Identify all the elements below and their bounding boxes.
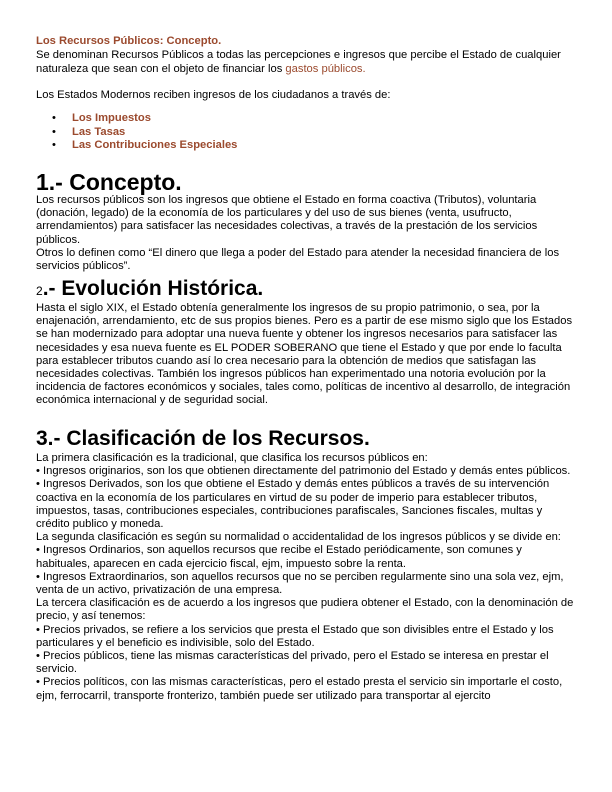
intro-block	[36, 34, 576, 76]
section-1-paragraph: Los recursos públicos son los ingresos que obtiene el Estado en forma coactiva (Tributos), voluntaria (donación, legado) de la economía de los particulares y del uso de sus bienes (venta, usufructo, arrendamientos) para satisfacer las necesidades colectivas, a través de la prestación de los servicios públicos.	[36, 194, 538, 246]
intro-paragraph	[36, 48, 576, 76]
intro-text: Se denominan Recursos Públicos a todas las percepciones e ingresos que percibe el Estado de cualquier naturaleza que sean con el objeto de financiar los	[36, 49, 561, 75]
section-1-heading: 1.- Concepto.	[36, 169, 182, 195]
section-3-line: • Ingresos originarios, son los que obtienen directamente del patrimonio del Estado y demás entes públicos.	[36, 465, 571, 478]
intro-paragraph-2: Los Estados Modernos reciben ingresos de los ciudadanos a través de:	[36, 89, 391, 101]
section-2-paragraph: Hasta el siglo XIX, el Estado obtenía generalmente los ingresos de su propio patrimonio, o sea, por la enajenación, arrendamiento, etc de sus propios bienes. Pero es a partir de ese mismo siglo que los Estados se han modernizado para adoptar una nueva fuente y obtener los ingresos necesarios para satisfacer las necesidades y esa nueva fuente es EL PODER SOBERANO que tiene el Estado y que por ende lo faculta para establecer tributos cuando así lo crea necesario para la obtención de medios que satisfagan las necesidades colectivas. También los ingresos públicos han experimentado una notoria evolución por la incidencia de factores económicos y sociales, tales como, políticas de incentivo al desarrollo, de integración económica internacional y de seguridad social.	[36, 302, 573, 407]
intro-title: Los Recursos Públicos: Concepto.	[36, 35, 222, 47]
section-2-heading	[36, 276, 263, 304]
gastos-publicos-link[interactable]: gastos públicos.	[285, 63, 366, 75]
topic-tasas-link[interactable]: • Las Tasas	[36, 126, 237, 140]
section-3-line: La tercera clasificación es de acuerdo a los ingresos que pudiera obtener el Estado, con la denominación de precio, y así tenemos:	[36, 597, 574, 623]
section-2-title: .- Evolución Histórica.	[42, 277, 264, 300]
section-3-line: • Ingresos Derivados, son los que obtiene el Estado y demás entes públicos a través de su intervención coactiva en la economía de los particulares en virtud de su poder de imperio para establecer tributos, impuestos, tasas, contribuciones especiales, contribuciones parafiscales, Sanciones fiscales, multas y crédito publico y moneda.	[36, 478, 550, 531]
section-3-body	[36, 452, 576, 703]
section-3-line: La primera clasificación es la tradicional, que clasifica los recursos públicos en:	[36, 452, 428, 464]
section-3-line: • Precios públicos, tiene las mismas características del privado, pero el Estado se interesa en prestar el servicio.	[36, 650, 549, 676]
section-3-heading: 3.- Clasificación de los Recursos.	[36, 427, 370, 450]
section-1-body	[36, 194, 576, 273]
section-3-line: • Precios privados, se refiere a los servicios que presta el Estado que son divisibles entre el Estado y los particulares y el beneficio es indivisible, solo del Estado.	[36, 623, 554, 649]
section-3-line: La segunda clasificación es según su normalidad o accidentalidad de los ingresos públicos y se divide en:	[36, 531, 561, 544]
section-2-number: 2	[36, 284, 43, 298]
topic-impuestos-link[interactable]: • Los Impuestos	[36, 112, 237, 126]
section-1-paragraph: Otros lo definen como “El dinero que llega a poder del Estado para atender la necesidad financiera de los servicios públicos”.	[36, 246, 560, 273]
section-3-line: • Ingresos Ordinarios, son aquellos recursos que recibe el Estado periódicamente, son comunes y habituales, aparecen en cada ejercicio fiscal, ejm, impuesto sobre la renta.	[36, 544, 522, 570]
section-3-line: • Ingresos Extraordinarios, son aquellos recursos que no se perciben regularmente sino una sola vez, ejm, venta de un activo, privatización de una empresa.	[36, 570, 564, 597]
topics-list	[36, 112, 237, 153]
topic-contribuciones-link[interactable]: • Las Contribuciones Especiales	[36, 139, 237, 153]
section-3-line: • Precios políticos, con las mismas características, pero el estado presta el servicio sin importarle el costo, ejm, ferrocarril, transporte fronterizo, también puede ser utilizado para transportar al ejercito	[36, 676, 563, 702]
section-2-body	[36, 302, 576, 408]
